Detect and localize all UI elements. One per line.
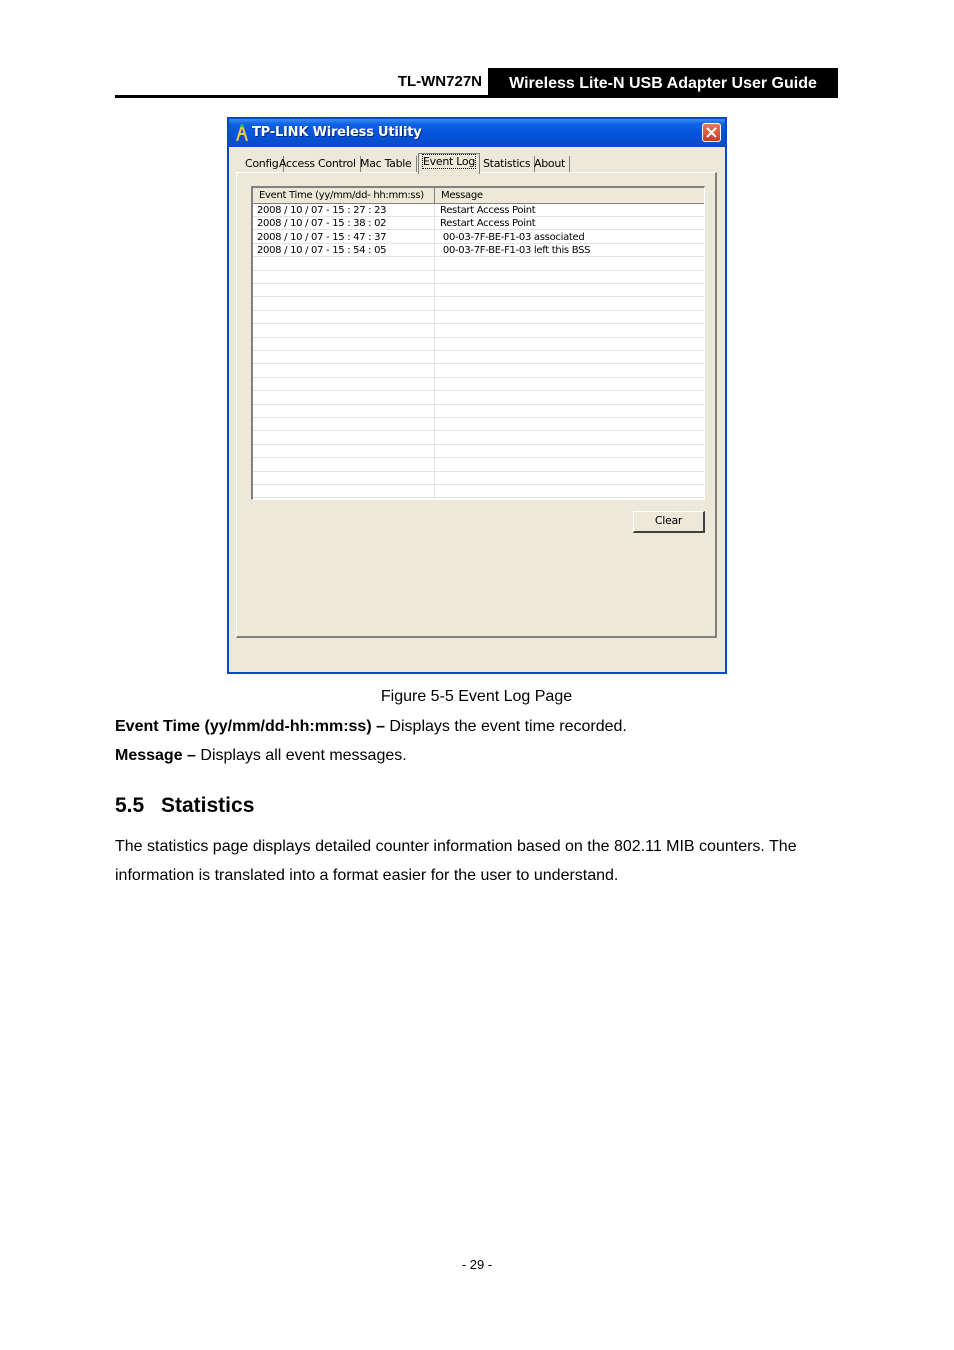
window-title: TP-LINK Wireless Utility [252,125,422,140]
table-row[interactable] [253,258,705,271]
section-title: Statistics [161,794,255,817]
message-cell: 00-03-7F-BE-F1-03 left this BSS [440,245,591,257]
definition-term: Event Time (yy/mm/dd-hh:mm:ss) – [115,718,385,735]
table-row[interactable] [253,432,705,445]
event-time-cell: 2008 / 10 / 07 - 15 : 54 : 05 [257,245,387,257]
column-message[interactable]: Message [435,188,705,204]
section-number: 5.5 [115,794,145,817]
tab-access-control[interactable]: Access Control [275,156,361,173]
definition-term: Message – [115,747,196,764]
table-row[interactable] [253,271,705,284]
message-cell: 00-03-7F-BE-F1-03 associated [440,231,585,243]
tab-statistics[interactable]: Statistics [479,156,535,173]
definition-text: Displays the event time recorded. [384,718,627,735]
table-row[interactable] [253,392,705,405]
close-icon [706,127,717,138]
header-model: TL-WN727N [397,73,482,90]
table-row[interactable] [253,298,705,311]
table-row[interactable] [253,204,705,217]
tab-about[interactable]: About [530,156,570,173]
column-event-time[interactable]: Event Time (yy/mm/dd- hh:mm:ss) [253,188,435,204]
table-row[interactable] [253,418,705,431]
event-time-cell: 2008 / 10 / 07 - 15 : 27 : 23 [257,205,387,216]
definition-event-time [115,712,845,741]
table-row[interactable] [253,284,705,297]
tp-link-antenna-icon [234,124,250,142]
event-time-cell: 2008 / 10 / 07 - 15 : 47 : 37 [257,231,387,243]
message-cell: Restart Access Point [440,218,536,230]
body-line-2: information is translated into a format easier for the user to understand. [115,867,619,884]
table-row[interactable] [253,459,705,472]
table-row[interactable] [253,231,705,244]
clear-button[interactable]: Clear [633,511,705,533]
definition-message [115,741,845,770]
list-header [253,188,705,204]
tab-mac-table[interactable]: Mac Table [356,156,417,173]
table-row[interactable] [253,485,705,498]
utility-window [227,117,727,674]
table-row[interactable] [253,244,705,257]
table-row[interactable] [253,365,705,378]
event-log-list[interactable] [251,186,705,500]
tab-config[interactable]: Config [241,156,284,173]
close-button[interactable] [702,123,721,142]
event-time-cell: 2008 / 10 / 07 - 15 : 38 : 02 [257,218,387,230]
table-row[interactable] [253,405,705,418]
table-row[interactable] [253,217,705,230]
body-line-1: The statistics page displays detailed counter information based on the 802.11 MIB counters. The [115,838,797,855]
section-heading [115,794,254,818]
table-row[interactable] [253,351,705,364]
table-row[interactable] [253,311,705,324]
table-row[interactable] [253,325,705,338]
table-row[interactable] [253,338,705,351]
figure-caption: Figure 5-5 Event Log Page [380,688,573,705]
message-cell: Restart Access Point [440,205,536,216]
table-row[interactable] [253,378,705,391]
header-rule [115,95,838,98]
header-guide-title: Wireless Lite-N USB Adapter User Guide [488,68,838,98]
table-row[interactable] [253,445,705,458]
page-number: - 29 - [461,1257,493,1272]
definition-text: Displays all event messages. [195,747,407,764]
tab-event-log[interactable]: Event Log [418,153,480,174]
title-bar[interactable] [229,119,725,147]
table-row[interactable] [253,472,705,485]
